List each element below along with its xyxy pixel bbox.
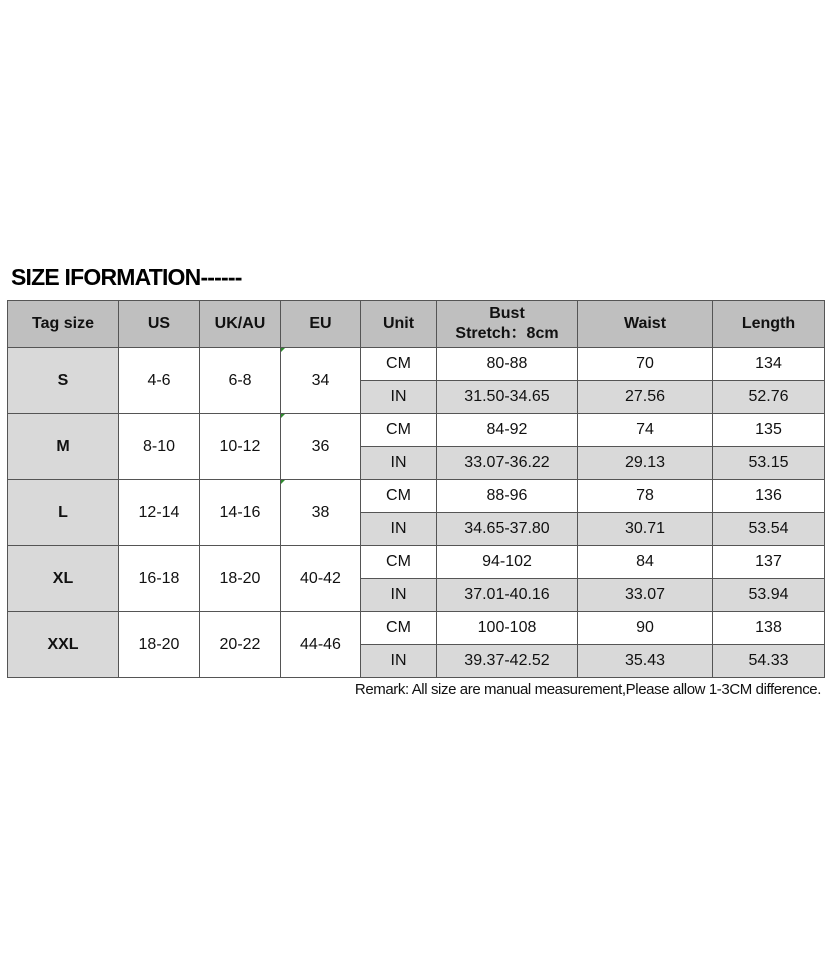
length-cell-cm [713, 612, 825, 645]
bust-cell-cm [437, 546, 578, 579]
header-eu: EU [281, 301, 361, 348]
waist-cell-in [578, 513, 713, 546]
length-cell-cm [713, 348, 825, 381]
bust-cell-cm-text: 88-96 [486, 487, 528, 504]
waist-cell-in [578, 645, 713, 678]
bust-cell-in [437, 447, 578, 480]
us-size-cell [119, 612, 200, 678]
bust-cell-in [437, 513, 578, 546]
waist-cell-in-text: 35.43 [624, 652, 666, 669]
bust-cell-in-text: 33.07-36.22 [464, 454, 550, 471]
unit-cell-cm-text: CM [386, 421, 411, 438]
page-title: SIZE IFORMATION------ [11, 264, 242, 290]
table-row [8, 480, 825, 513]
uk-au-size-cell [200, 414, 281, 480]
us-size-cell-text: 12-14 [138, 503, 180, 521]
waist-cell-cm [578, 414, 713, 447]
length-cell-cm-text: 134 [755, 355, 782, 372]
tag-size-cell-text: XL [52, 569, 74, 587]
us-size-cell-text: 4-6 [147, 371, 171, 389]
eu-size-cell-text: 34 [311, 371, 330, 389]
us-size-cell-text: 16-18 [138, 569, 180, 587]
bust-cell-cm-text: 84-92 [486, 421, 528, 438]
waist-cell-in [578, 579, 713, 612]
waist-cell-cm-text: 74 [636, 421, 654, 438]
cell-comment-marker-icon [281, 414, 285, 418]
bust-cell-cm-text: 80-88 [486, 355, 528, 372]
table-row [8, 612, 825, 645]
header-bust [437, 301, 578, 348]
tag-size-cell [8, 546, 119, 612]
tag-size-cell-text: XXL [47, 635, 79, 653]
us-size-cell [119, 348, 200, 414]
length-cell-cm-text: 137 [755, 553, 782, 570]
length-cell-in [713, 447, 825, 480]
eu-size-cell [281, 348, 361, 414]
uk-au-size-cell-text: 10-12 [219, 437, 261, 455]
unit-cell-in [361, 579, 437, 612]
bust-cell-cm [437, 480, 578, 513]
length-cell-in-text: 53.15 [748, 454, 789, 471]
size-rows [8, 348, 825, 678]
size-chart-table [7, 300, 825, 678]
unit-cell-in-text: IN [390, 388, 407, 405]
unit-cell-cm [361, 480, 437, 513]
cell-comment-marker-icon [281, 348, 285, 352]
header-unit: Unit [361, 301, 437, 348]
us-size-cell [119, 480, 200, 546]
header-uk-au: UK/AU [200, 301, 281, 348]
length-cell-in [713, 513, 825, 546]
length-cell-cm-text: 135 [755, 421, 782, 438]
unit-cell-cm [361, 348, 437, 381]
us-size-cell-text: 18-20 [138, 635, 180, 653]
waist-cell-in-text: 27.56 [624, 388, 666, 405]
us-size-cell [119, 414, 200, 480]
eu-size-cell [281, 612, 361, 678]
eu-size-cell-text: 36 [311, 437, 330, 455]
unit-cell-in [361, 645, 437, 678]
length-cell-cm [713, 480, 825, 513]
length-cell-cm [713, 546, 825, 579]
waist-cell-cm [578, 546, 713, 579]
uk-au-size-cell [200, 612, 281, 678]
header-us: US [119, 301, 200, 348]
bust-cell-in-text: 39.37-42.52 [464, 652, 550, 669]
unit-cell-in [361, 513, 437, 546]
cell-comment-marker-icon [281, 480, 285, 484]
table-row [8, 546, 825, 579]
bust-cell-cm-text: 100-108 [477, 619, 537, 636]
bust-cell-in [437, 381, 578, 414]
bust-cell-cm [437, 612, 578, 645]
uk-au-size-cell-text: 18-20 [219, 569, 261, 587]
tag-size-cell [8, 414, 119, 480]
bust-cell-in-text: 34.65-37.80 [464, 520, 550, 537]
tag-size-cell-text: S [57, 371, 69, 389]
length-cell-in-text: 53.54 [748, 520, 789, 537]
bust-cell-cm-text: 94-102 [482, 553, 532, 570]
uk-au-size-cell [200, 348, 281, 414]
us-size-cell [119, 546, 200, 612]
header-waist: Waist [578, 301, 713, 348]
waist-cell-in [578, 381, 713, 414]
uk-au-size-cell-text: 6-8 [228, 371, 252, 389]
bust-cell-in [437, 579, 578, 612]
table-row [8, 348, 825, 381]
waist-cell-in-text: 29.13 [624, 454, 666, 471]
length-cell-in [713, 579, 825, 612]
waist-cell-in [578, 447, 713, 480]
unit-cell-in [361, 447, 437, 480]
length-cell-in-text: 52.76 [748, 388, 789, 405]
unit-cell-cm [361, 546, 437, 579]
waist-cell-cm-text: 70 [636, 355, 654, 372]
unit-cell-in-text: IN [390, 454, 407, 471]
waist-cell-cm-text: 90 [636, 619, 654, 636]
eu-size-cell-text: 40-42 [300, 569, 341, 587]
length-cell-cm [713, 414, 825, 447]
header-tag-size: Tag size [8, 301, 119, 348]
unit-cell-cm [361, 414, 437, 447]
unit-cell-in [361, 381, 437, 414]
length-cell-cm-text: 136 [755, 487, 782, 504]
unit-cell-in-text: IN [390, 520, 407, 537]
header-row [8, 301, 825, 348]
header-bust-label: Bust [489, 305, 525, 322]
bust-cell-cm [437, 414, 578, 447]
tag-size-cell [8, 480, 119, 546]
header-bust-stretch: Stretch：8cm [455, 325, 559, 342]
length-cell-in-text: 54.33 [748, 652, 789, 669]
uk-au-size-cell [200, 546, 281, 612]
unit-cell-cm [361, 612, 437, 645]
length-cell-in [713, 645, 825, 678]
unit-cell-in-text: IN [390, 586, 407, 603]
length-cell-cm-text: 138 [755, 619, 782, 636]
waist-cell-in-text: 33.07 [624, 586, 666, 603]
unit-cell-cm-text: CM [386, 619, 411, 636]
unit-cell-cm-text: CM [386, 355, 411, 372]
uk-au-size-cell-text: 20-22 [219, 635, 261, 653]
length-cell-in-text: 53.94 [748, 586, 789, 603]
bust-cell-cm [437, 348, 578, 381]
uk-au-size-cell [200, 480, 281, 546]
table-row [8, 414, 825, 447]
eu-size-cell [281, 480, 361, 546]
unit-cell-in-text: IN [390, 652, 407, 669]
us-size-cell-text: 8-10 [142, 437, 176, 455]
tag-size-cell-text: L [58, 503, 68, 521]
bust-cell-in-text: 31.50-34.65 [464, 388, 550, 405]
tag-size-cell [8, 348, 119, 414]
header-length: Length [713, 301, 825, 348]
tag-size-cell-text: M [56, 437, 70, 455]
waist-cell-cm-text: 78 [636, 487, 654, 504]
unit-cell-cm-text: CM [386, 487, 411, 504]
unit-cell-cm-text: CM [386, 553, 411, 570]
waist-cell-cm [578, 480, 713, 513]
bust-cell-in-text: 37.01-40.16 [464, 586, 550, 603]
waist-cell-cm [578, 612, 713, 645]
waist-cell-cm [578, 348, 713, 381]
remark-note: Remark: All size are manual measurement,Please allow 1-3CM difference. [354, 681, 821, 698]
tag-size-cell [8, 612, 119, 678]
eu-size-cell [281, 414, 361, 480]
uk-au-size-cell-text: 14-16 [219, 503, 261, 521]
waist-cell-in-text: 30.71 [624, 520, 666, 537]
bust-cell-in [437, 645, 578, 678]
eu-size-cell-text: 38 [311, 503, 330, 521]
eu-size-cell [281, 546, 361, 612]
waist-cell-cm-text: 84 [636, 553, 654, 570]
eu-size-cell-text: 44-46 [300, 635, 341, 653]
length-cell-in [713, 381, 825, 414]
